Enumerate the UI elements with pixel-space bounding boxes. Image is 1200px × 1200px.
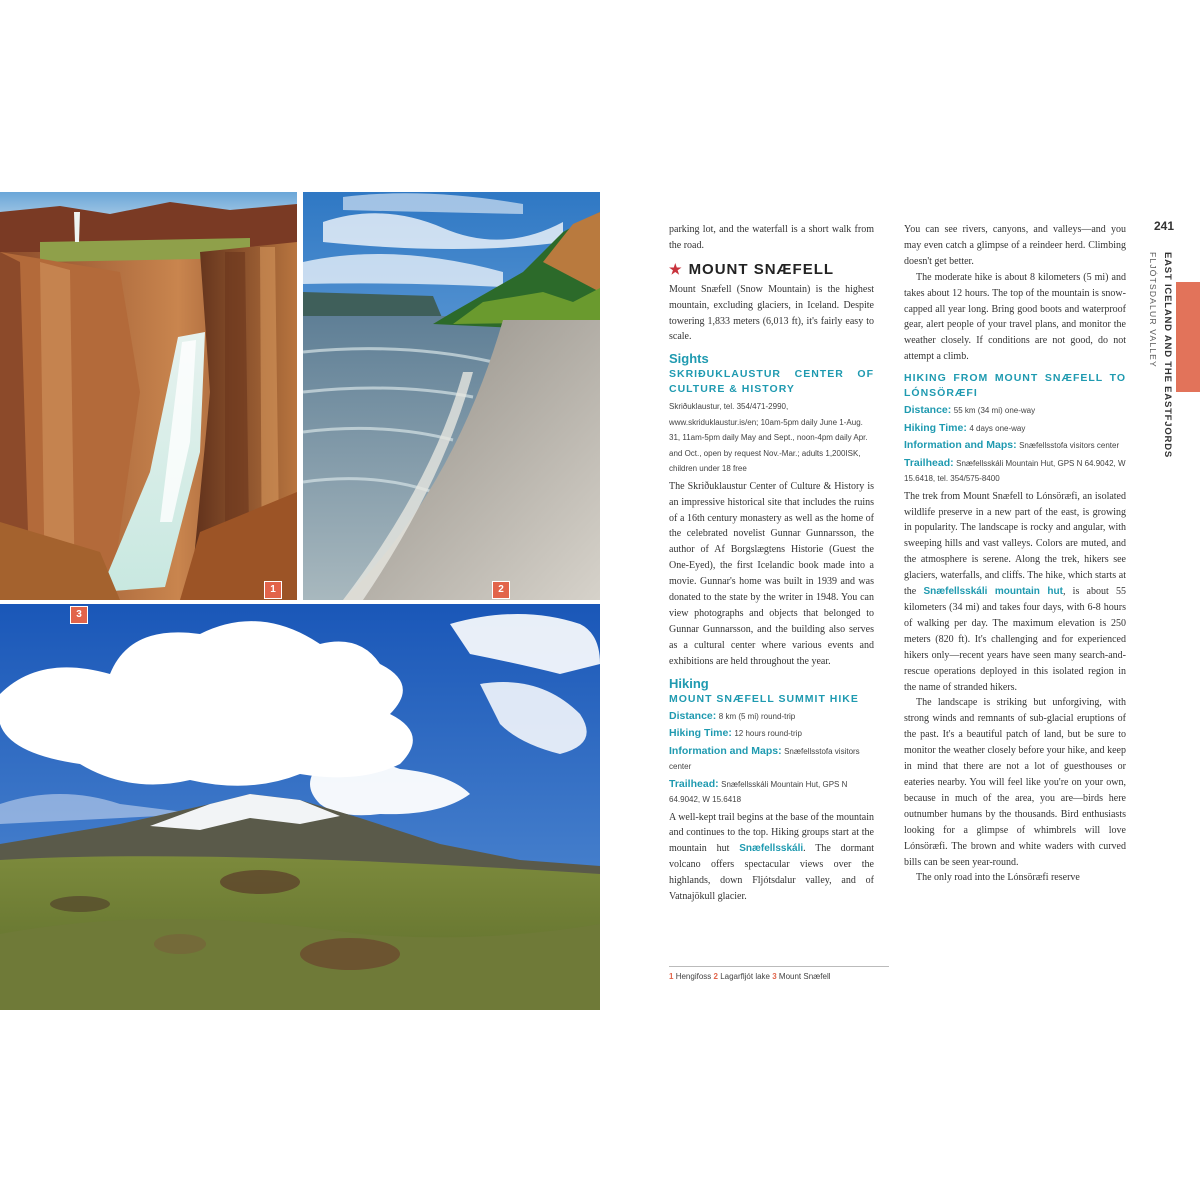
skriduklaustur-heading: SKRIÐUKLAUSTUR CENTER OF CULTURE & HISTORY <box>669 368 874 396</box>
lonsoraefi-info <box>904 438 1126 454</box>
trailhead-value-2: Snæfellsskáli Mountain Hut, GPS N 64.9042, W 15.6418, tel. 354/575-8400 <box>904 458 1126 484</box>
caption-num-3: 3 <box>772 972 777 981</box>
info-value-2: Snæfellsstofa visitors center <box>1019 441 1120 451</box>
info-label-2: Information and Maps: <box>904 439 1017 452</box>
col2-para1: The moderate hike is about 8 kilometers (5 mi) and takes about 12 hours. The top of the mountain is snow-capped all year long. Bring good boots and waterproof gear, alert people of your travel plans, and monitor the weather closely. If conditions are not good, do not attempt a climb. <box>904 271 1126 363</box>
summit-info <box>669 744 874 775</box>
mount-snaefell-heading-text: MOUNT SNÆFELL <box>688 260 835 278</box>
lonsoraefi-time <box>904 421 1126 437</box>
trailhead-label-2: Trailhead: <box>904 456 954 469</box>
trailhead-value: Snæfellsskáli Mountain Hut, GPS N 64.9042, W 15.6418 <box>669 779 848 805</box>
caption-text-2: Lagarfljót lake <box>720 972 770 981</box>
photo-badge-2: 2 <box>492 581 510 599</box>
time-label-2: Hiking Time: <box>904 421 967 434</box>
distance-label-2: Distance: <box>904 404 952 417</box>
summit-trailhead <box>669 777 874 808</box>
time-label: Hiking Time: <box>669 727 732 740</box>
time-value: 12 hours round-trip <box>734 729 802 739</box>
col2-para2-b: , is about 55 kilometers (34 mi) and takes four days, with 6-8 hours of walking per day. The maximum elevation is 250 meters (820 ft). It's challenging and for experienced hikers only—recent years have seen many search-and-rescue operations deployed in this isolated region in the name of stranded hikers. <box>904 586 1127 693</box>
hengifoss-image <box>0 192 297 600</box>
skriduklaustur-listing: Skriðuklaustur, tel. 354/471-2990, www.skriduklaustur.is/en; 10am-5pm daily June 1-Aug. 31, 11am-5pm daily May and Sept., noon-4pm daily Apr. and Oct., open by request Nov.-Mar.; adults 1,200ISK, children under 18 free <box>669 402 868 474</box>
photo-caption <box>669 966 889 981</box>
photo-lagarfljot <box>303 192 600 600</box>
sights-heading: Sights <box>669 351 709 367</box>
page-number: 241 <box>1154 219 1175 233</box>
snaefellsskali-hut-link[interactable]: Snæfellsskáli mountain hut <box>923 586 1063 598</box>
section-title-vertical: FLJÓTSDALUR VALLEY <box>1148 252 1158 368</box>
info-label: Information and Maps: <box>669 744 782 757</box>
chapter-color-tab <box>1176 282 1200 392</box>
hiking-heading: Hiking <box>669 675 709 691</box>
col2-intro: You can see rivers, canyons, and valleys—and you may even catch a glimpse of a reindeer herd. Climbing doesn't get better. <box>904 224 1126 267</box>
snaefell-image <box>0 604 600 1010</box>
caption-num-2: 2 <box>713 972 718 981</box>
distance-label: Distance: <box>669 709 717 722</box>
summit-para-a: A well-kept trail begins at the base of the mountain and continues to the top. Hiking groups start at the mountain hut <box>669 811 874 855</box>
text-column-2 <box>904 222 1126 886</box>
summit-para <box>669 810 874 905</box>
col2-para3: The landscape is striking but unforgiving, with strong winds and remnants of sub-glacial eruptions of the past. It's a beautiful patch of land, but be sure to monitor the weather closely before your hike, and keep in mind that there are not a lot of guesthouses or eateries nearby. You will feel like you're on your own, because in much of the area, you are—birds here outnumber humans by the thousands. Bird enthusiasts looking for a glimpse of whimbrels will love Lónsöræfi. The brown and white waders with curved bills can be seen year-round. <box>904 697 1126 868</box>
col2-para4: The only road into the Lónsöræfi reserve <box>916 872 1080 884</box>
caption-num-1: 1 <box>669 972 674 981</box>
text-column-1 <box>669 222 874 905</box>
col2-para2 <box>904 489 1126 696</box>
chapter-title-vertical: EAST ICELAND AND THE EASTFJORDS <box>1162 252 1173 459</box>
photo-snaefell <box>0 604 600 1010</box>
star-icon: ★ <box>669 260 683 277</box>
lonsoraefi-distance <box>904 403 1126 419</box>
trailhead-label: Trailhead: <box>669 777 719 790</box>
caption-text-3: Mount Snæfell <box>778 972 831 981</box>
summit-distance <box>669 709 874 725</box>
col1-intro: parking lot, and the waterfall is a short walk from the road. <box>669 224 874 251</box>
lonsoraefi-hike-heading: HIKING FROM MOUNT SNÆFELL TO LÓNSÖRÆFI <box>904 372 1126 400</box>
info-value: Snæfellsstofa visitors center <box>669 746 860 772</box>
skriduklaustur-para: The Skriðuklaustur Center of Culture & History is an impressive historical site that includes the ruins of a 16th century monastery as well as the home of the celebrated novelist Gunnar Gunnarsson, the author of Af Borgslægtens Historie (Guest the One-Eyed), the first Icelandic book made into a movie. Gunnar's home was built in 1939 and was donated to the state by the writer in 1948. You can view photographs and objects that belonged to Gunnar Gunnarsson, and the building also serves as a cultural center where various events and exhibitions are held throughout the year. <box>669 480 874 667</box>
snaefellsskali-link[interactable]: Snæfellsskáli <box>739 843 804 855</box>
lonsoraefi-trailhead <box>904 456 1126 487</box>
distance-value: 8 km (5 mi) round-trip <box>718 711 796 721</box>
time-value-2: 4 days one-way <box>969 423 1026 433</box>
mount-snaefell-heading <box>669 262 874 278</box>
photo-hengifoss <box>0 192 297 600</box>
photo-badge-3: 3 <box>70 606 88 624</box>
photo-badge-1: 1 <box>264 581 282 599</box>
distance-value-2: 55 km (34 mi) one-way <box>953 406 1036 416</box>
summit-hike-heading: MOUNT SNÆFELL SUMMIT HIKE <box>669 692 859 705</box>
summit-para-b: . The dormant volcano offers spectacular views over the highlands, down Fljótsdalur valley, and of Vatnajökull glacier. <box>669 843 874 903</box>
summit-time <box>669 726 874 742</box>
mount-snaefell-para: Mount Snæfell (Snow Mountain) is the highest mountain, excluding glaciers, in Iceland. Despite towering 1,833 meters (6,013 ft), it's fairly easy to scale. <box>669 283 874 343</box>
caption-text-1: Hengifoss <box>675 972 712 981</box>
col2-para2-a: The trek from Mount Snæfell to Lónsöræfi, an isolated wildlife preserve in a new part of the east, is growing in popularity. The landscape is rocky and angular, with sweeping hills and vast valleys. Colors are muted, and the atmosphere is serene. Along the trek, hikers see glaciers, waterfalls, and cliffs. The hike, which starts at the <box>904 490 1126 598</box>
lagarfljot-image <box>303 192 600 600</box>
